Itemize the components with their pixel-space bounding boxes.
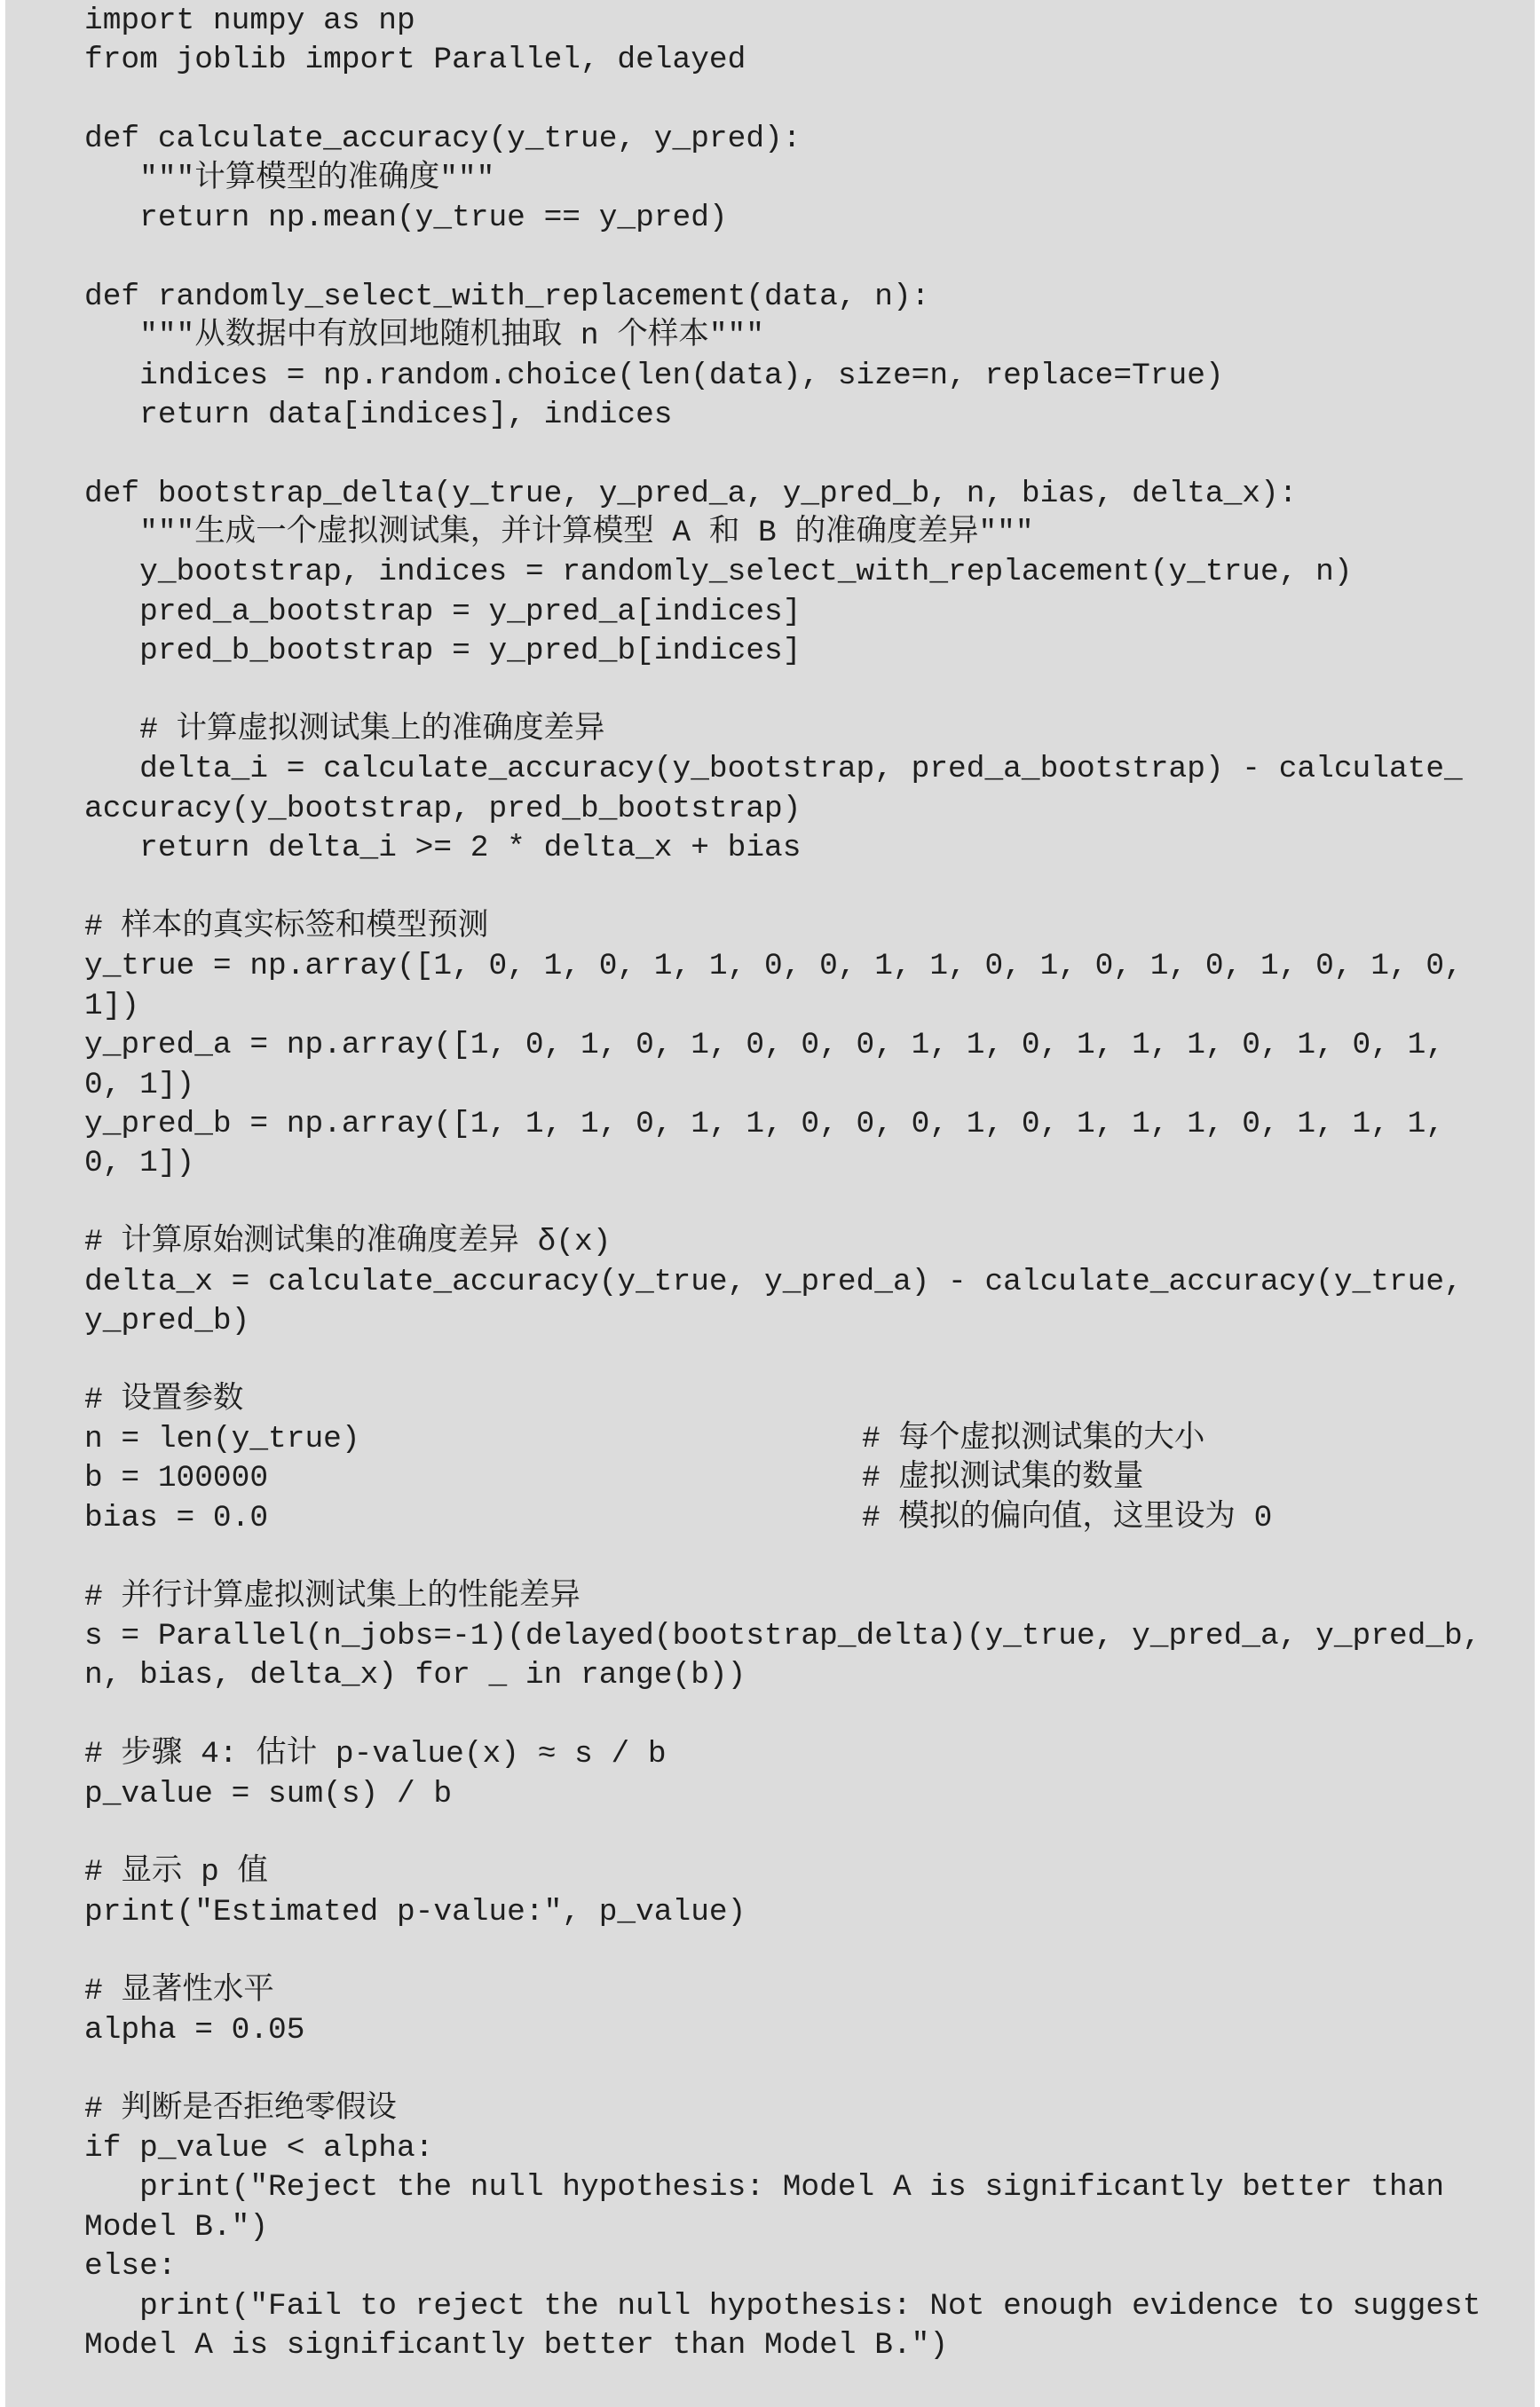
code-line	[84, 2326, 1535, 2365]
code-line	[84, 2050, 1535, 2089]
code-text: 1])	[84, 988, 140, 1023]
code-text: # 计算虚拟测试集上的准确度差异	[84, 713, 605, 748]
code-line	[84, 41, 1535, 80]
code-line	[84, 2129, 1535, 2168]
code-text: # 设置参数	[84, 1382, 244, 1417]
code-line	[84, 1972, 1535, 2011]
code-line	[84, 2090, 1535, 2129]
code-line	[84, 1381, 1535, 1420]
code-line	[84, 908, 1535, 947]
code-line	[84, 1066, 1535, 1105]
code-line	[84, 1144, 1535, 1183]
code-line	[84, 1775, 1535, 1814]
code-text: y_bootstrap, indices = randomly_select_with_replacement(y_true, n)	[84, 555, 1353, 590]
code-text: Model A is significantly better than Model B.")	[84, 2328, 949, 2364]
code-line	[84, 869, 1535, 908]
code-text: def bootstrap_delta(y_true, y_pred_a, y_pred_b, n, bias, delta_x):	[84, 476, 1298, 511]
code-line	[84, 1341, 1535, 1380]
code-line	[84, 317, 1535, 356]
code-text: bias = 0.0	[84, 1500, 269, 1535]
code-text: indices = np.random.choice(len(data), size=n, replace=True)	[84, 358, 1224, 393]
code-line	[84, 1578, 1535, 1617]
code-line	[84, 1656, 1535, 1695]
code-line	[84, 278, 1535, 317]
code-line	[84, 1223, 1535, 1262]
code-line	[84, 2, 1535, 41]
code-line	[84, 1026, 1535, 1065]
code-text: accuracy(y_bootstrap, pred_b_bootstrap)	[84, 791, 802, 826]
code-text: print("Fail to reject the null hypothesis: Not enough evidence to suggest	[84, 2288, 1481, 2324]
code-line	[84, 120, 1535, 159]
code-text: """计算模型的准确度"""	[84, 161, 495, 196]
code-line	[84, 357, 1535, 396]
code-text: return delta_i >= 2 * delta_x + bias	[84, 831, 802, 866]
code-text: # 计算原始测试集的准确度差异 δ(x)	[84, 1225, 612, 1260]
code-line	[84, 632, 1535, 671]
code-block	[5, 0, 1535, 2407]
code-text: # 显著性水平	[84, 1973, 274, 2008]
code-text: return data[indices], indices	[84, 397, 673, 432]
code-text: delta_x = calculate_accuracy(y_true, y_pred_a) - calculate_accuracy(y_true,	[84, 1264, 1463, 1299]
code-text: n, bias, delta_x) for _ in range(b))	[84, 1658, 746, 1693]
code-line	[84, 593, 1535, 632]
code-line	[84, 1696, 1535, 1735]
code-line	[84, 1893, 1535, 1932]
code-line	[84, 750, 1535, 789]
code-text: print("Reject the null hypothesis: Model A is significantly better than	[84, 2170, 1445, 2206]
code-text: else:	[84, 2249, 177, 2285]
code-text: y_pred_b)	[84, 1303, 250, 1338]
code-line	[84, 1105, 1535, 1144]
code-text: """从数据中有放回地随机抽取 n 个样本"""	[84, 319, 764, 354]
code-line	[84, 2208, 1535, 2247]
code-line	[84, 1459, 1535, 1498]
code-line	[84, 987, 1535, 1026]
code-line	[84, 2247, 1535, 2286]
code-line	[84, 238, 1535, 277]
code-line	[84, 199, 1535, 238]
code-inline-comment: # 模拟的偏向值，这里设为 0	[862, 1500, 1273, 1535]
code-line	[84, 1538, 1535, 1577]
code-text: y_pred_b = np.array([1, 1, 1, 0, 1, 1, 0, 0, 0, 1, 0, 1, 1, 1, 0, 1, 1, 1,	[84, 1106, 1445, 1141]
code-line	[84, 790, 1535, 829]
code-text: alpha = 0.05	[84, 2012, 305, 2048]
code-text: def randomly_select_with_replacement(data, n):	[84, 279, 930, 314]
code-text: pred_a_bootstrap = y_pred_a[indices]	[84, 594, 802, 629]
code-text: delta_i = calculate_accuracy(y_bootstrap, pred_a_bootstrap) - calculate_	[84, 752, 1463, 787]
code-line	[84, 396, 1535, 435]
code-line	[84, 2011, 1535, 2050]
code-line	[84, 1184, 1535, 1223]
code-text: """生成一个虚拟测试集，并计算模型 A 和 B 的准确度差异"""	[84, 516, 1034, 551]
code-line	[84, 711, 1535, 750]
code-line	[84, 1617, 1535, 1656]
code-line	[84, 553, 1535, 592]
code-text: Model B.")	[84, 2209, 269, 2245]
code-line	[84, 435, 1535, 474]
code-line	[84, 1932, 1535, 1971]
code-line	[84, 947, 1535, 986]
code-line	[84, 1420, 1535, 1459]
code-text: # 并行计算虚拟测试集上的性能差异	[84, 1579, 580, 1614]
code-line	[84, 1814, 1535, 1853]
code-line	[84, 1263, 1535, 1302]
code-line	[84, 1853, 1535, 1892]
code-text: def calculate_accuracy(y_true, y_pred):	[84, 122, 802, 157]
code-text: 0, 1])	[84, 1067, 195, 1102]
code-line	[84, 81, 1535, 120]
code-text: # 判断是否拒绝零假设	[84, 2091, 397, 2127]
code-line	[84, 1735, 1535, 1774]
code-text: return np.mean(y_true == y_pred)	[84, 200, 728, 235]
code-text: b = 100000	[84, 1461, 269, 1496]
code-line	[84, 514, 1535, 553]
code-text: 0, 1])	[84, 1146, 195, 1181]
code-line	[84, 2287, 1535, 2326]
code-text: # 显示 p 值	[84, 1855, 269, 1890]
code-text: y_true = np.array([1, 0, 1, 0, 1, 1, 0, 0, 1, 1, 0, 1, 0, 1, 0, 1, 0, 1, 0,	[84, 949, 1463, 984]
code-text: # 步骤 4: 估计 p-value(x) ≈ s / b	[84, 1737, 667, 1772]
code-line	[84, 829, 1535, 868]
code-line	[84, 1499, 1535, 1538]
code-line	[84, 2168, 1535, 2207]
code-text: if p_value < alpha:	[84, 2131, 434, 2166]
code-text: import numpy as np	[84, 4, 415, 38]
code-text: print("Estimated p-value:", p_value)	[84, 1894, 746, 1930]
code-inline-comment: # 每个虚拟测试集的大小	[862, 1422, 1205, 1457]
code-line	[84, 1302, 1535, 1341]
code-text: y_pred_a = np.array([1, 0, 1, 0, 1, 0, 0, 0, 1, 1, 0, 1, 1, 1, 0, 1, 0, 1,	[84, 1028, 1445, 1063]
code-inline-comment: # 虚拟测试集的数量	[862, 1461, 1144, 1496]
code-line	[84, 160, 1535, 199]
code-line	[84, 672, 1535, 711]
code-text: from joblib import Parallel, delayed	[84, 43, 746, 78]
code-text: # 样本的真实标签和模型预测	[84, 909, 489, 944]
code-text: p_value = sum(s) / b	[84, 1776, 453, 1811]
code-text: n = len(y_true)	[84, 1422, 360, 1457]
code-text: s = Parallel(n_jobs=-1)(delayed(bootstrap_delta)(y_true, y_pred_a, y_pred_b,	[84, 1619, 1481, 1654]
code-text: pred_b_bootstrap = y_pred_b[indices]	[84, 634, 802, 669]
code-line	[84, 475, 1535, 514]
